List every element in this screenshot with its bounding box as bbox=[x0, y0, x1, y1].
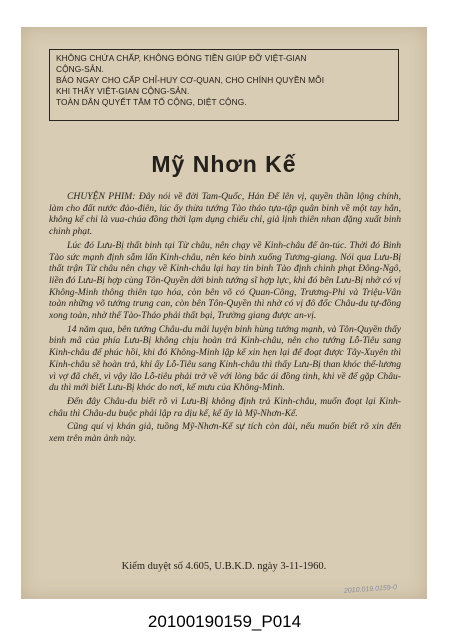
paragraph: Lúc đó Lưu-Bị thất binh tại Từ châu, nên chạy về Kinh-châu để ăn-túc. Thời đó Binh Tào sức mạnh định sẵm lấn Kinh-châu, nên kéo binh xuống Tương-giang. Nói qua Lưu-Bị thất trận Từ châu nên chạy về Kinh-châu lại hay tin binh Tào định chinh phạt Đông-Ngô, liền đó Lưu-Bị hợp cùng Tôn-Quyền dời binh tướng sĩ hợp lực, khi đó bên Lưu-Bị nhờ có vị Không-Minh thông thiên tạo hóa, còn bên võ có Quan-Công, Trương-Phi và Triệu-Vân toàn những võ tướng trung can, còn bên Tôn-Quyền thì nhờ có vị đô đốc Châu-du tự-đồng xong toàn, nhờ thế Tào-Tháo phải thất bại, Trường giang được an-vị. bbox=[49, 239, 401, 322]
notice-line: CỘNG-SẢN. bbox=[56, 64, 104, 74]
story-text bbox=[49, 191, 401, 447]
paragraph: Cũng quí vị khán giả, tuồng Mỹ-Nhơn-Kế sự tích còn dài, nếu muốn biết rõ xin đến xem trên màn ảnh này. bbox=[49, 421, 401, 445]
notice-line: TOÀN DÂN QUYẾT TÂM TỐ CỘNG, DIỆT CỘNG. bbox=[56, 97, 247, 107]
paragraph: CHUYỆN PHIM: Đây nói về đời Tam-Quốc, Hán Đế lên vị, quyền thần lộng chính, làm cho đất nước đảo-điên, lúc ấy thừa tướng Tào tháo tựa-tập quân binh về một tay hắn, không kể chi là vua-chúa đồng thời lạm dụng chiếu chỉ, giả lịnh thiên nhan đặng xuất binh chinh phạt. bbox=[49, 191, 401, 238]
notice-line: BÁO NGAY CHO CẤP CHỈ-HUY CƠ-QUAN, CHO CHÍNH QUYỀN MỖI bbox=[56, 75, 325, 85]
paragraph: Đến đây Châu-du biết rõ vì Lưu-Bị không định trả Kinh-châu, muốn đoạt lại Kinh-châu thì Châu-du buộc phải lập ra dịu kế, kế ấy là Mỹ-Nhơn-Kế. bbox=[49, 395, 401, 419]
paragraph: 14 năm qua, bên tướng Châu-du mãi luyện binh hùng tướng mạnh, và Tôn-Quyền thấy binh mã của phía Lưu-Bị không chịu hoàn trả Kinh-châu, nên cho tướng Lỗ-Tiêu sang Kinh-châu để phúc hồi, khi đó Không-Minh lập kế xin hẹn lại để đoạt được Tây-Xuyên thì Kinh-châu sẽ hoàn trả, khi ấy Lỗ-Tiêu sang Kinh-châu thì thấy Lưu-Bị than khóc thể-lương vì vợ đã chết, vì vậy lão Lỗ-tiêu phải trở về với lòng bắc ái đồng tình, khi về để gặp Châu-du thì mới biết Lưu-Bị khóc do nơi, kế mưu của Không-Minh. bbox=[49, 323, 401, 394]
notice-line: KHÔNG CHỨA CHẤP, KHÔNG ĐÓNG TIỀN GIÚP ĐỠ VIỆT-GIAN bbox=[56, 53, 307, 63]
warning-notice-box bbox=[49, 49, 399, 121]
document-title: Mỹ Nhơn Kế bbox=[151, 151, 297, 177]
archive-stamp: 2010.019.0159-0 bbox=[343, 584, 398, 595]
leaflet-page bbox=[21, 27, 427, 599]
archive-caption: 20100190159_P014 bbox=[147, 612, 302, 631]
censorship-line: Kiểm duyệt số 4.605, U.B.K.D. ngày 3-11-1960. bbox=[121, 561, 327, 572]
notice-line: KHI THẤY VIỆT-GIAN CỘNG-SẢN. bbox=[56, 86, 190, 96]
